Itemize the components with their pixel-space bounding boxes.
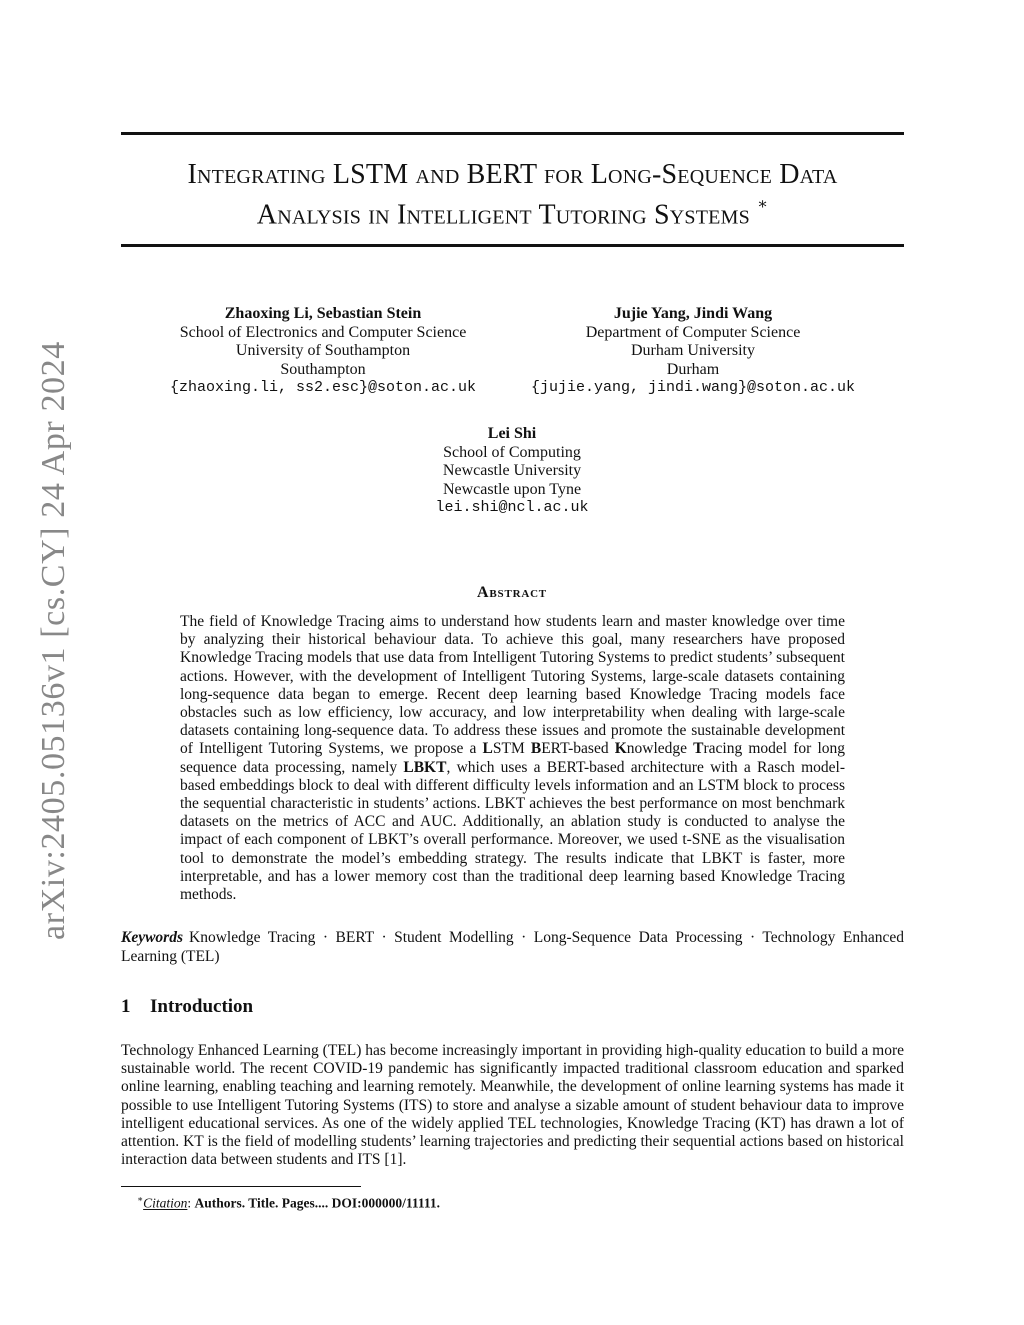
- arxiv-side-identifier: arXiv:2405.05136v1 [cs.CY] 24 Apr 2024: [35, 341, 72, 940]
- abstract-body: [180, 613, 845, 904]
- footnote-text: Authors. Title. Pages.... DOI:000000/11111.: [194, 1195, 441, 1211]
- keywords-text: Knowledge Tracing · BERT · Student Modelling · Long-Sequence Data Processing · Technology Enhanced Learning (TEL): [121, 929, 904, 965]
- acronym-letter-l: L: [482, 740, 493, 758]
- author-department: Department of Computer Science: [585, 323, 801, 341]
- abstract-heading: Abstract: [477, 584, 547, 601]
- author-email: {jujie.yang, jindi.wang}@soton.ac.uk: [530, 379, 856, 396]
- title-bottom-rule: [121, 244, 904, 247]
- author-university: University of Southampton: [235, 342, 411, 359]
- author-city: Southampton: [280, 360, 366, 378]
- abstract-text-part-2: , which uses a BERT-based architecture with a Rasch model-based embeddings block to deal with different difficulty levels information and an LSTM block to process the sequential characteristic in students’ actions. LBKT achieves the best performance on most benchmark datasets on the metrics of ACC and AUC. Additionally, an ablation study is conducted to analyse the impact of each component of LBKT’s overall performance. Moreover, we used t-SNE as the visualisation tool to demonstrate the model’s embedding strategy. The results indicate that LBKT is faster, more interpretable, and has a lower memory cost than the traditional deep learning based Knowledge Tracing methods.: [180, 758, 846, 904]
- footnote-citation-label: Citation: [143, 1195, 188, 1211]
- author-university: Newcastle University: [442, 462, 582, 479]
- author-city: Durham: [666, 360, 720, 378]
- title-line-1: Integrating LSTM and BERT for Long-Sequence Data: [187, 159, 838, 190]
- paper-title: [121, 158, 904, 232]
- author-names: Lei Shi: [487, 425, 537, 442]
- section-number: 1: [121, 996, 131, 1017]
- acronym-letter-b: B: [530, 740, 542, 758]
- author-names: Jujie Yang, Jindi Wang: [613, 305, 773, 322]
- author-names: Zhaoxing Li, Sebastian Stein: [224, 305, 422, 322]
- author-department: School of Electronics and Computer Science: [179, 323, 467, 341]
- keywords-label: Keywords: [121, 929, 183, 946]
- title-top-rule: [121, 132, 904, 135]
- author-block-durham: [520, 305, 866, 398]
- abstract-text-part-1: The field of Knowledge Tracing aims to understand how students learn and master knowledge over time by analyzing their historical behaviour data. To achieve this goal, many researchers have proposed Knowledge Tracing models that use data from Intelligent Tutoring Systems to predict students’ subsequent actions. However, with the development of Intelligent Tutoring Systems, large-scale datasets containing long-sequence data began to emerge. Recent deep learning based Knowledge Tracing models face obstacles such as low efficiency, low accuracy, and low interpretability when dealing with large-scale datasets containing long-sequence data. To address these issues and promote the sustainable development of Intelligent Tutoring Systems, we propose a: [180, 613, 845, 758]
- introduction-body: Technology Enhanced Learning (TEL) has become increasingly important in providing high-quality education to build a more sustainable world. The recent COVID-19 pandemic has significantly impacted traditional classroom education and sparked online learning, enabling teaching and learning remotely. Meanwhile, the development of online learning systems has made it possible to use Intelligent Tutoring Systems (ITS) to store and analyse a sizable amount of student behaviour data to improve intelligent educational services. As one of the widely applied TEL technologies, Knowledge Tracing (KT) has drawn a lot of attention. KT is the field of modelling students’ learning trajectories and predicting their sequential actions based on historical interaction data between students and ITS [1].: [121, 1042, 904, 1169]
- footnote: [137, 1191, 837, 1212]
- author-university: Durham University: [631, 342, 755, 359]
- author-block-southampton: [150, 305, 496, 398]
- author-block-newcastle: [362, 425, 662, 518]
- model-name: LBKT: [403, 758, 447, 776]
- acronym-letter-k: K: [614, 740, 627, 758]
- author-city: Newcastle upon Tyne: [442, 480, 582, 498]
- footnote-mark: ∗: [137, 1194, 144, 1204]
- author-email: lei.shi@ncl.ac.uk: [435, 499, 589, 516]
- acronym-rest-l: STM: [492, 740, 531, 758]
- acronym-letter-t: T: [693, 740, 704, 758]
- keywords: [121, 929, 904, 966]
- author-department: School of Computing: [443, 443, 581, 461]
- section-heading-introduction: [121, 996, 904, 1018]
- section-title: Introduction: [150, 996, 254, 1017]
- footnote-rule: [121, 1186, 361, 1187]
- footnote-colon: :: [187, 1195, 195, 1211]
- acronym-rest-k: nowledge: [626, 740, 694, 758]
- acronym-rest-t: racing model for long sequence data processing, namely: [180, 740, 845, 776]
- author-email: {zhaoxing.li, ss2.esc}@soton.ac.uk: [169, 379, 477, 396]
- acronym-rest-b: ERT-based: [541, 740, 615, 758]
- title-footnote-mark: ∗: [757, 196, 769, 213]
- title-line-2: Analysis in Intelligent Tutoring Systems: [256, 199, 750, 231]
